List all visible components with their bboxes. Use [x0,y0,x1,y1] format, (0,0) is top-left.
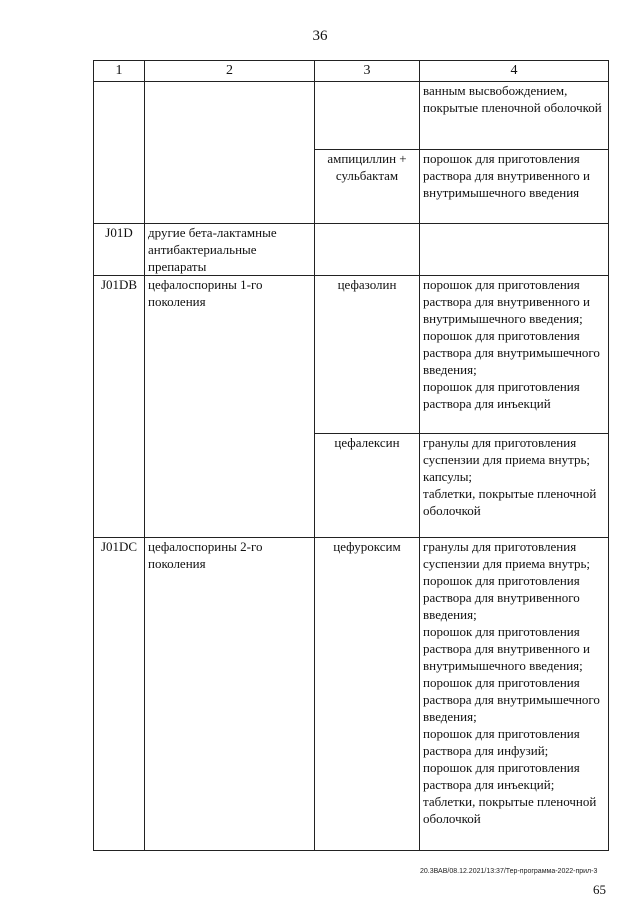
forms-cell [420,150,609,224]
dosage-form: капсулы; [423,469,473,484]
column-header-1: 1 [94,61,145,82]
inn-cell: цефазолин [315,276,420,434]
forms-cell [420,224,609,276]
dosage-form: гранулы для приготовления суспензии для приема внутрь; [423,539,591,571]
dosage-form: порошок для приготовления раствора для внутривенного и внутримышечного введения [423,151,590,200]
document-stamp: 20.3ВАВ/08.12.2021/13:37/Тер-программа-2022-прил-3 [420,868,598,875]
dosage-form: порошок для приготовления раствора для внутривенного и внутримышечного введения; [423,624,590,673]
group-cell [145,82,315,224]
table-row [94,82,609,150]
drug-table [93,60,609,851]
dosage-form: порошок для приготовления раствора для инфузий; [423,726,580,758]
dosage-form: гранулы для приготовления суспензии для приема внутрь; [423,435,591,467]
dosage-form: таблетки, покрытые пленочной оболочкой [423,486,597,518]
inn-cell [315,224,420,276]
column-header-4: 4 [420,61,609,82]
inn-cell: ампициллин + сульбактам [315,150,420,224]
dosage-form: порошок для приготовления раствора для внутримышечного введения; [423,675,600,724]
forms-cell [420,538,609,851]
group-cell: другие бета-лактамные антибактериальные препараты [145,224,315,276]
inn-cell: цефалексин [315,434,420,538]
atc-code-cell: J01DC [94,538,145,851]
inn-cell: цефуроксим [315,538,420,851]
table-row [94,276,609,434]
dosage-form: порошок для приготовления раствора для инъекций [423,379,580,411]
page-number-bottom: 65 [593,882,606,897]
dosage-form: порошок для приготовления раствора для инъекций; [423,760,580,792]
table-row [94,538,609,851]
dosage-form: порошок для приготовления раствора для внутримышечного введения; [423,328,600,377]
dosage-form: порошок для приготовления раствора для внутривенного и внутримышечного введения; [423,277,590,326]
dosage-form: порошок для приготовления раствора для внутривенного введения; [423,573,580,622]
atc-code-cell: J01D [94,224,145,276]
forms-cell [420,434,609,538]
dosage-form: ванным высвобождением, покрытые пленочной оболочкой [423,83,602,115]
atc-code-cell [94,82,145,224]
page-number-top: 36 [312,28,328,44]
table-header-row [94,61,609,82]
inn-cell [315,82,420,150]
dosage-form: таблетки, покрытые пленочной оболочкой [423,794,597,826]
table-row [94,224,609,276]
forms-cell [420,82,609,150]
column-header-3: 3 [315,61,420,82]
column-header-2: 2 [145,61,315,82]
atc-code-cell: J01DB [94,276,145,538]
forms-cell [420,276,609,434]
group-cell: цефалоспорины 1-го поколения [145,276,315,538]
group-cell: цефалоспорины 2-го поколения [145,538,315,851]
